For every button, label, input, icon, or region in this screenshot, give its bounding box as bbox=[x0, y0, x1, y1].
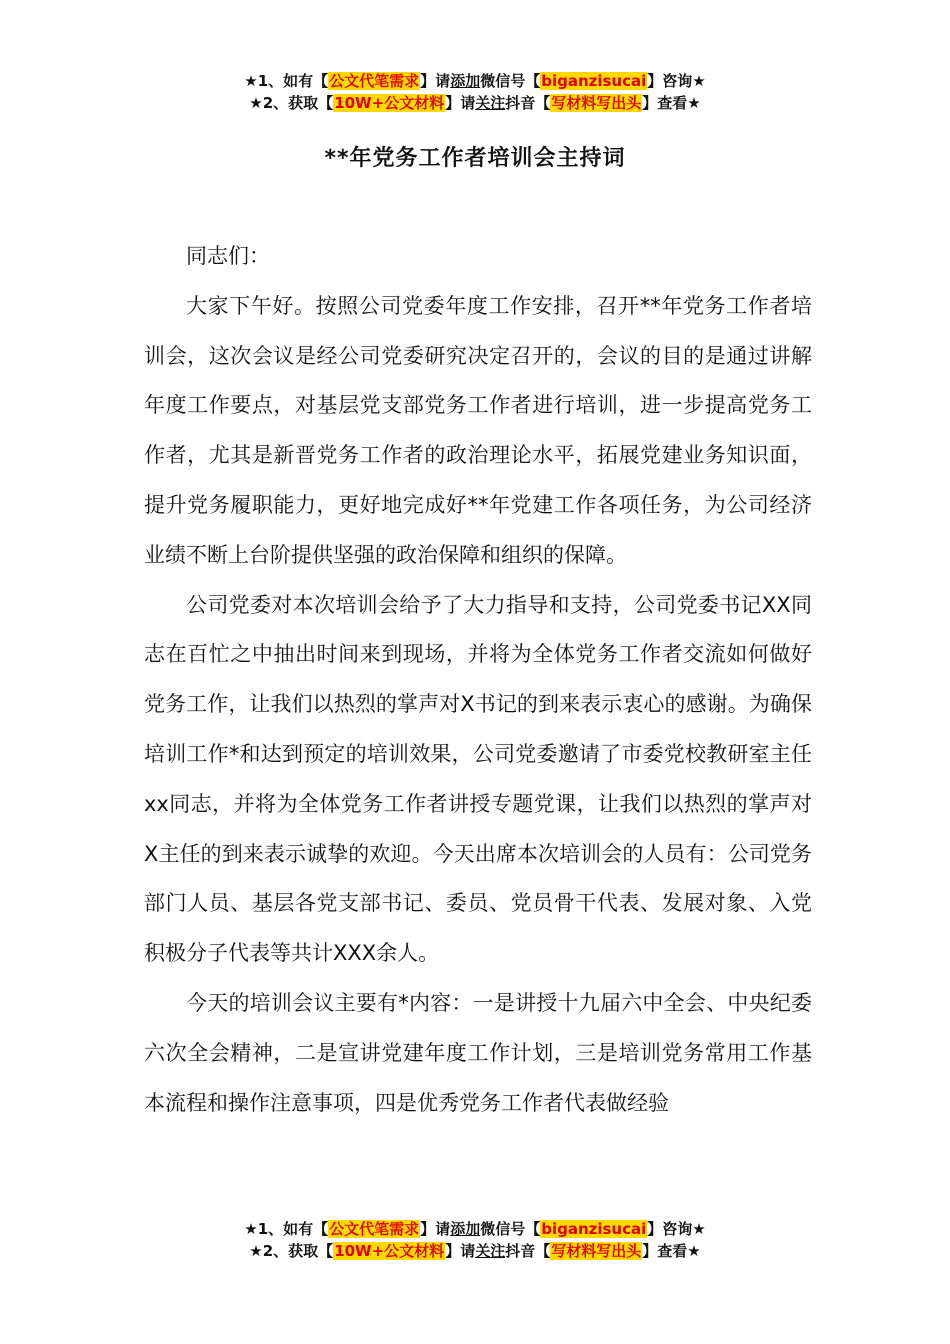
banner-line-2: ★2、获取【10W+公文材料】请关注抖音【写材料写出头】查看★ bbox=[249, 94, 701, 112]
highlight-service: 公文代笔需求 bbox=[329, 1220, 420, 1238]
paragraph: 今天的培训会议主要有*内容：一是讲授十九届六中全会、中央纪委六次全会精神，二是宣讲党建年度工作计划，三是培训党务常用工作基本流程和操作注意事项，四是优秀党务工作者代表做经验 bbox=[144, 990, 812, 1115]
footer-banner bbox=[0, 1218, 950, 1262]
highlight-materials: 10W+公文材料 bbox=[334, 1242, 445, 1260]
document-title: **年党务工作者培训会主持词 bbox=[324, 146, 626, 171]
highlight-service: 公文代笔需求 bbox=[329, 72, 420, 90]
highlight-wechat-id: biganzisucai bbox=[541, 72, 647, 90]
header-banner bbox=[0, 70, 950, 114]
highlight-wechat-id: biganzisucai bbox=[541, 1220, 647, 1238]
document-body bbox=[144, 232, 812, 1128]
banner-line-2: ★2、获取【10W+公文材料】请关注抖音【写材料写出头】查看★ bbox=[249, 1242, 701, 1260]
highlight-materials: 10W+公文材料 bbox=[334, 94, 445, 112]
highlight-douyin-account: 写材料写出头 bbox=[551, 94, 642, 112]
paragraph: 公司党委对本次培训会给予了大力指导和支持，公司党委书记XX同志在百忙之中抽出时间来到现场，并将为全体党务工作者交流如何做好党务工作，让我们以热烈的掌声对X书记的到来表示衷心的感谢。为确保培训工作*和达到预定的培训效果，公司党委邀请了市委党校教研室主任xx同志，并将为全体党务工作者讲授专题党课，让我们以热烈的掌声对X主任的到来表示诚挚的欢迎。今天出席本次培训会的人员有：公司党务部门人员、基层各党支部书记、委员、党员骨干代表、发展对象、入党积极分子代表等共计XXX余人。 bbox=[144, 592, 812, 966]
banner-line-1: ★1、如有【公文代笔需求】请添加微信号【biganzisucai】咨询★ bbox=[244, 72, 706, 90]
banner-line-1: ★1、如有【公文代笔需求】请添加微信号【biganzisucai】咨询★ bbox=[244, 1220, 706, 1238]
highlight-douyin-account: 写材料写出头 bbox=[551, 1242, 642, 1260]
salutation: 同志们： bbox=[186, 244, 270, 268]
paragraph: 大家下午好。按照公司党委年度工作安排，召开**年党务工作者培训会，这次会议是经公司党委研究决定召开的，会议的目的是通过讲解年度工作要点，对基层党支部党务工作者进行培训，进一步提高党务工作者，尤其是新晋党务工作者的政治理论水平，拓展党建业务知识面，提升党务履职能力，更好地完成好**年党建工作各项任务，为公司经济业绩不断上台阶提供坚强的政治保障和组织的保障。 bbox=[144, 293, 812, 567]
